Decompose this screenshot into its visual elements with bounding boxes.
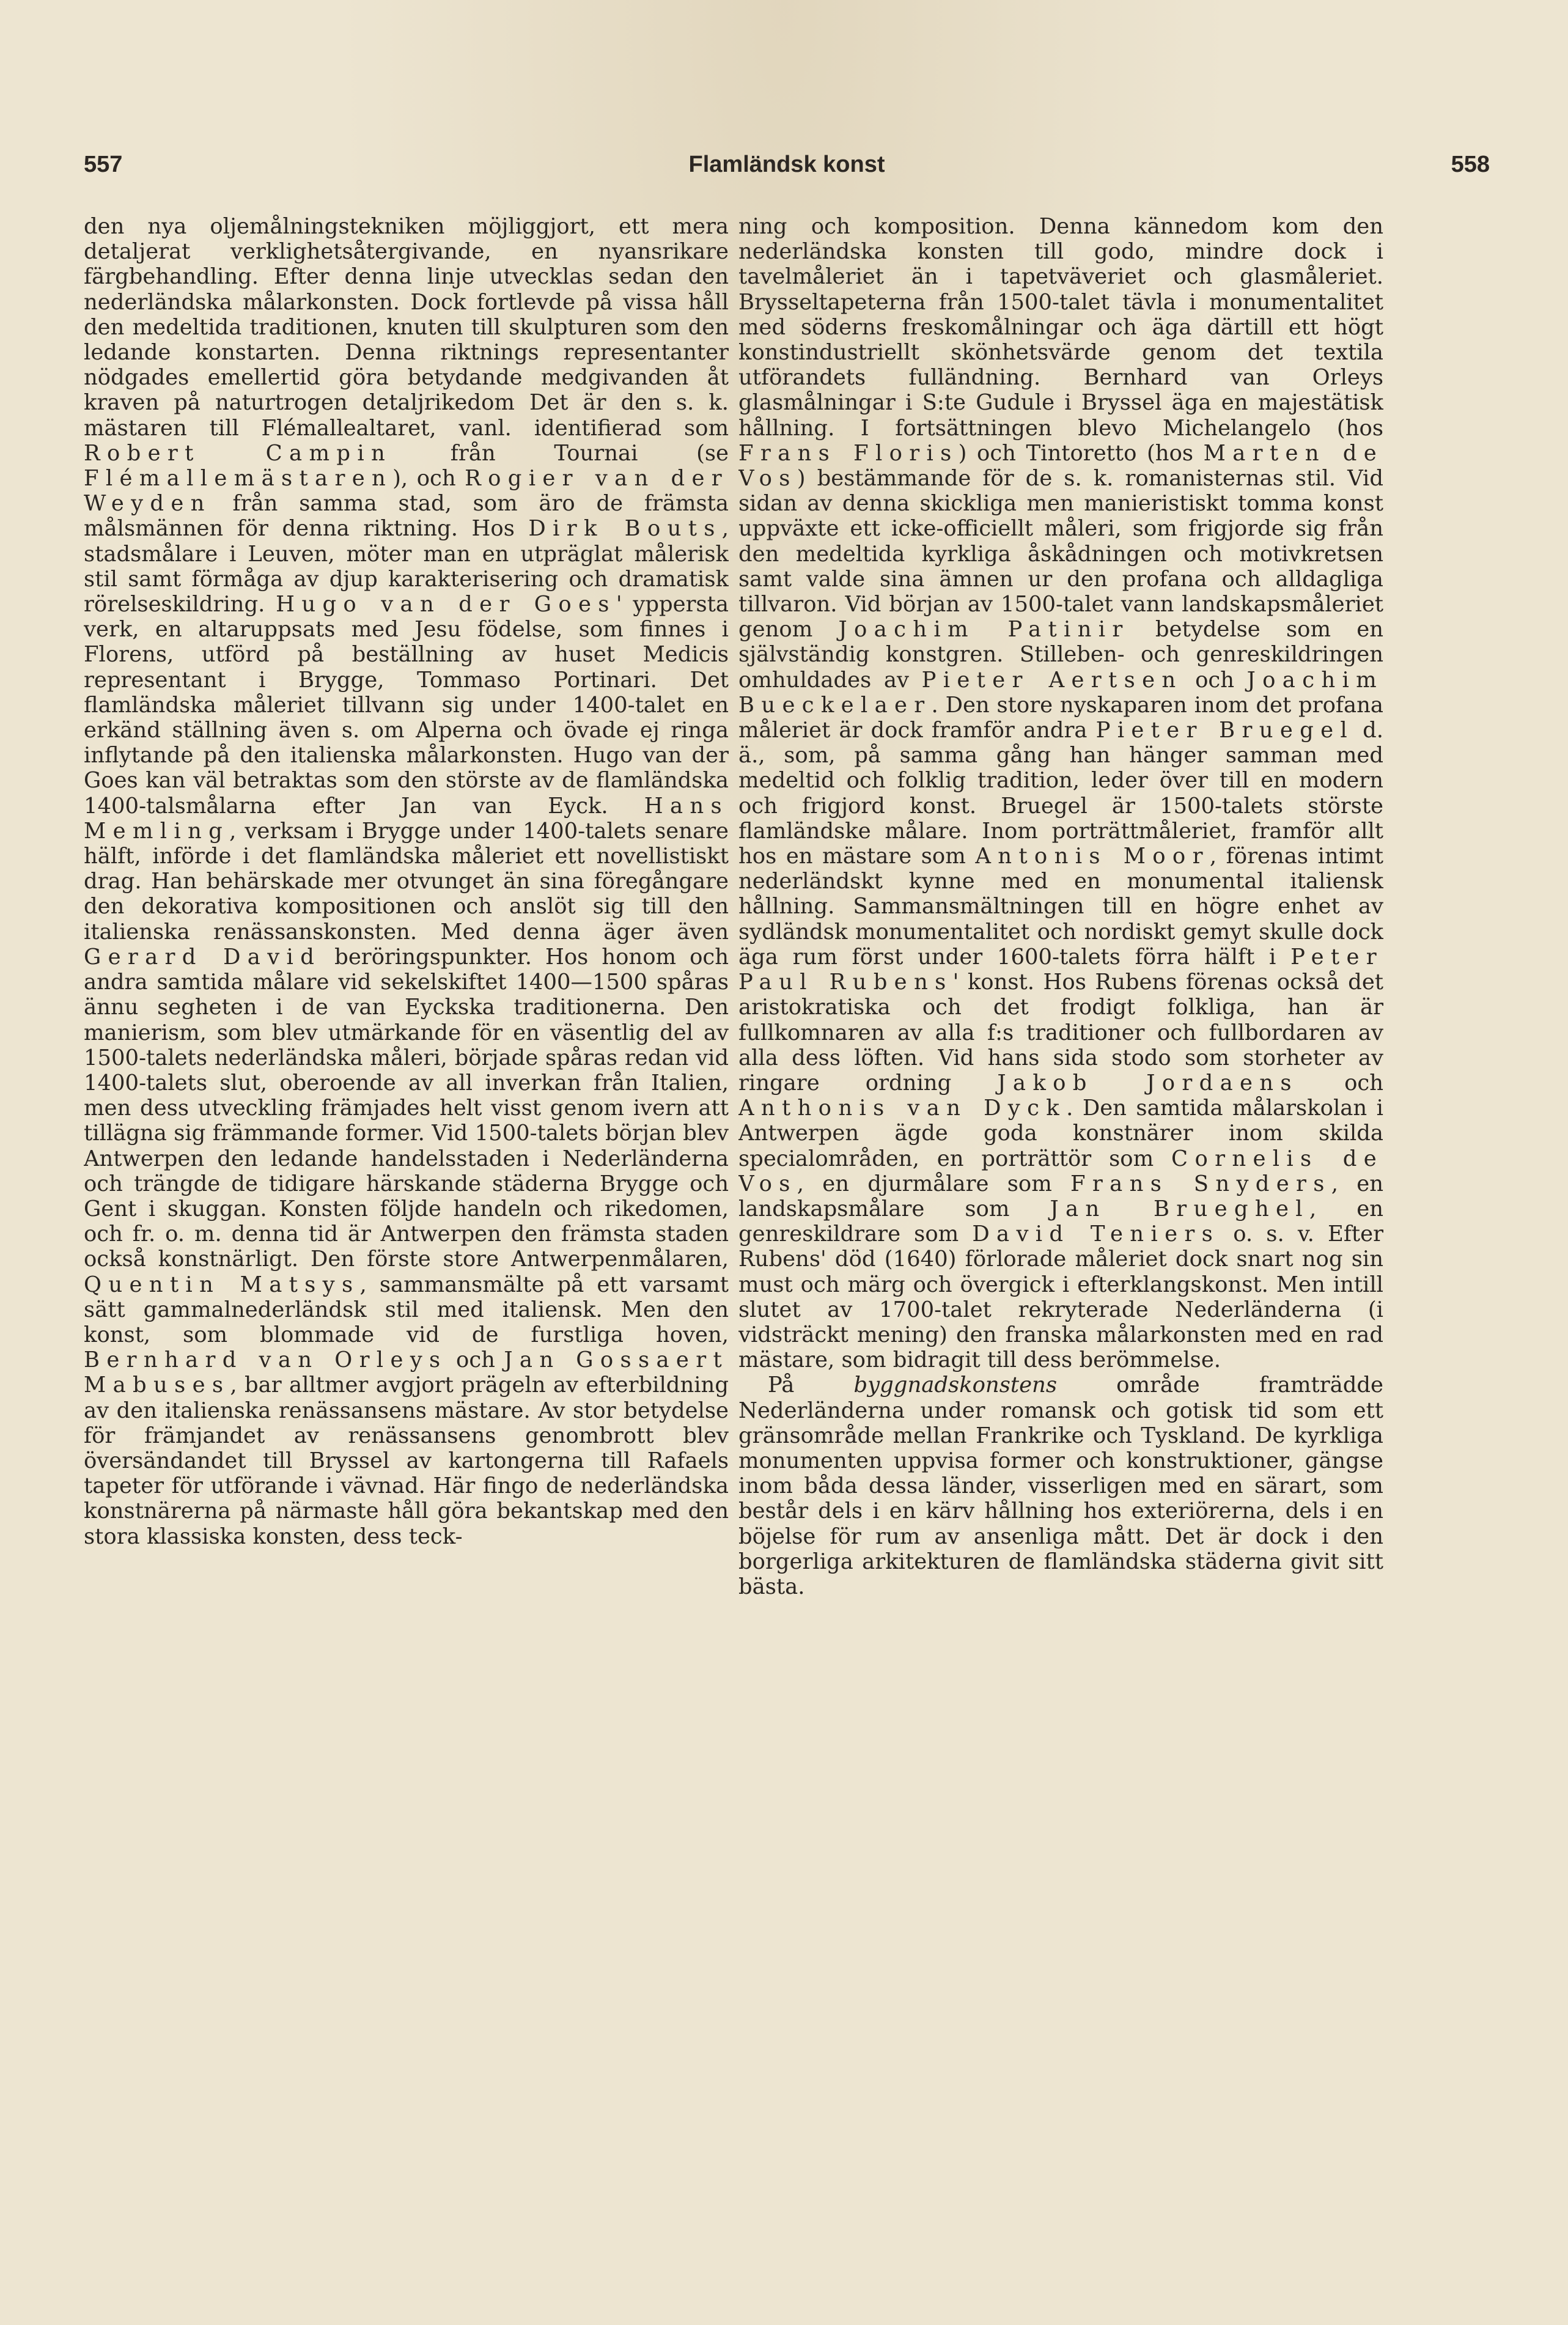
- text-run: o. s. v. Efter Rubens' död (1640) förlorade måleriet dock snart nog sin must och märg och övergick i efterklangskonst. Men intill slutet av 1700-talet rekryterade Nederländerna (i vidsträckt mening) den franska målarkonsten med en rad mästare, som bidragit till dess berömmelse.: [738, 1221, 1383, 1373]
- text-run: , en genreskildrare som: [738, 1196, 1383, 1247]
- spaced-name: Jan Brueghel: [1050, 1196, 1309, 1221]
- text-run: från samma stad, som äro de främsta målsmännen för denna riktning. Hos: [84, 491, 729, 542]
- paragraph: [84, 214, 729, 1549]
- spaced-name: Rogier van der Weyden: [84, 466, 729, 517]
- spaced-name: Pieter Aertsen: [921, 667, 1183, 693]
- spaced-name: Pieter Bruegel: [1095, 718, 1354, 743]
- spaced-name: Antonis Moor: [975, 844, 1210, 869]
- text-run: den nya oljemålningstekniken möjliggjort, ett mera detaljerat verklighetsåtergivande, en nyansrikare färgbehandling. Efter denna linje utvecklas sedan den nederländska målarkonsten. Dock fortlevde på vissa håll den medeltida traditionen, knuten till skulpturen som den ledande konstarten. Denna riktnings representanter nödgades emellertid göra betydande medgivanden åt kraven på naturtrogen detaljrikedom Det är den s. k. mästaren till Flémallealtaret, vanl. identifierad som: [84, 214, 729, 441]
- spaced-name: Quentin Matsys: [84, 1272, 360, 1297]
- paragraph: [738, 214, 1383, 1373]
- spaced-name: Frans Floris: [738, 440, 959, 466]
- text-run: ' yppersta verk, en altaruppsats med Jesu födelse, som finnes i Florens, utförd på beställning av huset Medicis representant i Brygge, Tommaso Portinari. Det flamländska måleriet tillvann sig under 1400-talet en erkänd ställning även s. om Alperna och övade ej ringa inflytande på den italienska målarkonsten. Hugo van der Goes kan väl betraktas som den störste av de flamländska 1400-talsmålarna efter Jan van Eyck.: [84, 592, 729, 819]
- spaced-name: Flémallemästaren: [84, 466, 393, 492]
- paragraph: [738, 1373, 1383, 1599]
- italic-term: byggnadskonstens: [853, 1373, 1057, 1398]
- text-run: och: [1182, 667, 1247, 693]
- text-run: d. ä., som, på samma gång han hänger samman med medeltid och folklig tradition, leder över till en modern och frigjord konst. Bruegel är 1500-talets störste flamländske målare. Inom porträttmåleriet, framför allt hos en mästare som: [738, 718, 1383, 869]
- spaced-name: Jan Gossaert Mabuses: [84, 1347, 729, 1398]
- spaced-name: Cornelis de Vos: [738, 1146, 1383, 1196]
- spaced-name: Robert Campin: [84, 440, 392, 466]
- text-run: ) bestämmande för de s. k. romanisternas stil. Vid sidan av denna skickliga men manieristiskt tomma konst uppväxte ett icke-officiellt måleri, som frigjorde sig från den medeltida kyrkliga åskådningen och motivkretsen samt valde sina ämnen ur den profana och alldagliga tillvaron. Vid början av 1500-talet vann landskapsmåleriet genom: [738, 466, 1383, 643]
- spaced-name: Peter Paul Rubens: [738, 944, 1383, 995]
- running-header: [84, 152, 1490, 194]
- text-run: ' konst. Hos Rubens förenas också det aristokratiska och det frodigt folkliga, han är fullkomnaren av alla f:s traditioner och fullbordaren av alla dess löften. Vid hans sida stodo som storheter av ringare ordning: [738, 970, 1383, 1096]
- spaced-name: Marten de Vos: [738, 440, 1383, 492]
- text-run: På: [768, 1373, 854, 1398]
- spaced-name: Hans Memling: [84, 793, 729, 844]
- spaced-name: Joachim Bueckelaer: [738, 667, 1383, 718]
- text-run: beröringspunkter. Hos honom och andra samtida målare vid sekelskiftet 1400—1500 spåras ännu segheten i de van Eyckska traditionerna. Den manierism, som blev utmärkande för en väsentlig del av 1500-talets nederländska måleri, började spåras redan vid 1400-talets slut, oberoende av all inverkan från Italien, men dess utveckling främjades helt visst genom ivern att tillägna sig främmande former. Vid 1500-talets början blev Antwerpen den ledande handelsstaden i Nederländerna och trängde de tidigare härskande städerna Brygge och Gent i skuggan. Konsten följde handeln och rikedomen, och fr. o. m. denna tid är Antwerpen den främsta staden också konstnärligt. Den förste store Antwerpenmålaren,: [84, 944, 729, 1272]
- text-run: , förenas intimt nederländskt kynne med en monumental italiensk hållning. Sammansmältningen till en högre enhet av sydländsk monumentalitet och nordiskt gemyt skulle dock äga rum först under 1600-talets förra hälft i: [738, 844, 1383, 970]
- page-number-right: 558: [1451, 152, 1490, 177]
- spaced-name: Jakob Jordaens: [997, 1070, 1298, 1096]
- text-run: betydelse som en självständig konstgren. Stilleben- och genreskildringen omhuldades av: [738, 617, 1383, 693]
- page-number-left: 557: [84, 152, 123, 177]
- spaced-name: David Teniers: [972, 1221, 1220, 1247]
- running-title: Flamländsk konst: [688, 152, 885, 177]
- text-run: ning och komposition. Denna kännedom kom den nederländska konsten till godo, mindre dock i tavelmåleriet än i tapetväveriet och glasmåleriet. Brysseltapeterna från 1500-talet tävla i monumentalitet med söderns freskomålningar och äga därtill ett högt konstindustriellt skönhetsvärde genom det textila utförandets fulländning. Bernhard van Orleys glasmålningar i S:te Gudule i Bryssel äga en majestätisk hållning. I fortsättningen blevo Michelangelo (hos: [738, 214, 1383, 441]
- spaced-name: Dirk Bouts: [528, 516, 722, 542]
- spaced-name: Hugo van der Goes: [276, 592, 616, 617]
- text-run: , bar alltmer avgjort prägeln av efterbildning av den italienska renässansens mästare. Av stor betydelse för främjandet av renässansens genombrott blev översändandet till Bryssel av kartongerna till Rafaels tapeter för utförande i vävnad. Här fingo de nederländska konstnärerna på närmaste håll göra bekantskap med den stora klassiska konsten, dess teck-: [84, 1373, 729, 1549]
- text-run: , verksam i Brygge under 1400-talets senare hälft, införde i det flamländska måleriet ett novellistiskt drag. Han behärskade mer otvunget än sina föregångare den dekorativa kompositionen och anslöt sig till den italienska renässanskonsten. Med denna äger även: [84, 818, 729, 945]
- text-run: och: [447, 1347, 504, 1373]
- spaced-name: Gerard David: [84, 944, 322, 970]
- text-run: , en djurmålare som: [797, 1171, 1071, 1196]
- text-run: . Den samtida målarskolan i Antwerpen ägde goda konstnärer inom skilda specialområden, en porträttör som: [738, 1096, 1383, 1171]
- text-run: , sammansmälte på ett varsamt sätt gammalnederländsk stil med italiensk. Men den konst, som blommade vid de furstliga hoven,: [84, 1272, 729, 1347]
- text-run: och: [1298, 1070, 1383, 1096]
- text-run: område framträdde Nederländerna under romansk och gotisk tid som ett gränsområde mellan Frankrike och Tyskland. De kyrkliga monumenten uppvisa former och konstruktioner, gängse inom båda dessa länder, visserligen med en särart, som består dels i en kärv hållning hos exteriörerna, dels i en böjelse för rum av ansenliga mått. Det är dock i den borgerliga arkitekturen de flamländska städerna givit sitt bästa.: [738, 1373, 1383, 1599]
- text-run: ) och Tintoretto (hos: [958, 440, 1204, 466]
- spaced-name: Frans Snyders: [1070, 1171, 1331, 1196]
- text-run: , stadsmålare i Leuven, möter man en utpräglat målerisk stil samt förmåga av djup karakterisering och dramatisk rörelseskildring.: [84, 516, 729, 617]
- spaced-name: Anthonis van Dyck: [738, 1096, 1067, 1121]
- spaced-name: Joachim Patinir: [838, 617, 1130, 643]
- text-run: ), och: [392, 466, 465, 492]
- left-column: [84, 214, 729, 2262]
- right-column: [738, 214, 1383, 2262]
- text-run: , en landskapsmålare som: [738, 1171, 1383, 1221]
- spaced-name: Bernhard van Orleys: [84, 1347, 447, 1373]
- text-run: . Den store nyskaparen inom det profana måleriet är dock framför andra: [738, 692, 1383, 743]
- text-run: från Tournai (se: [392, 440, 729, 466]
